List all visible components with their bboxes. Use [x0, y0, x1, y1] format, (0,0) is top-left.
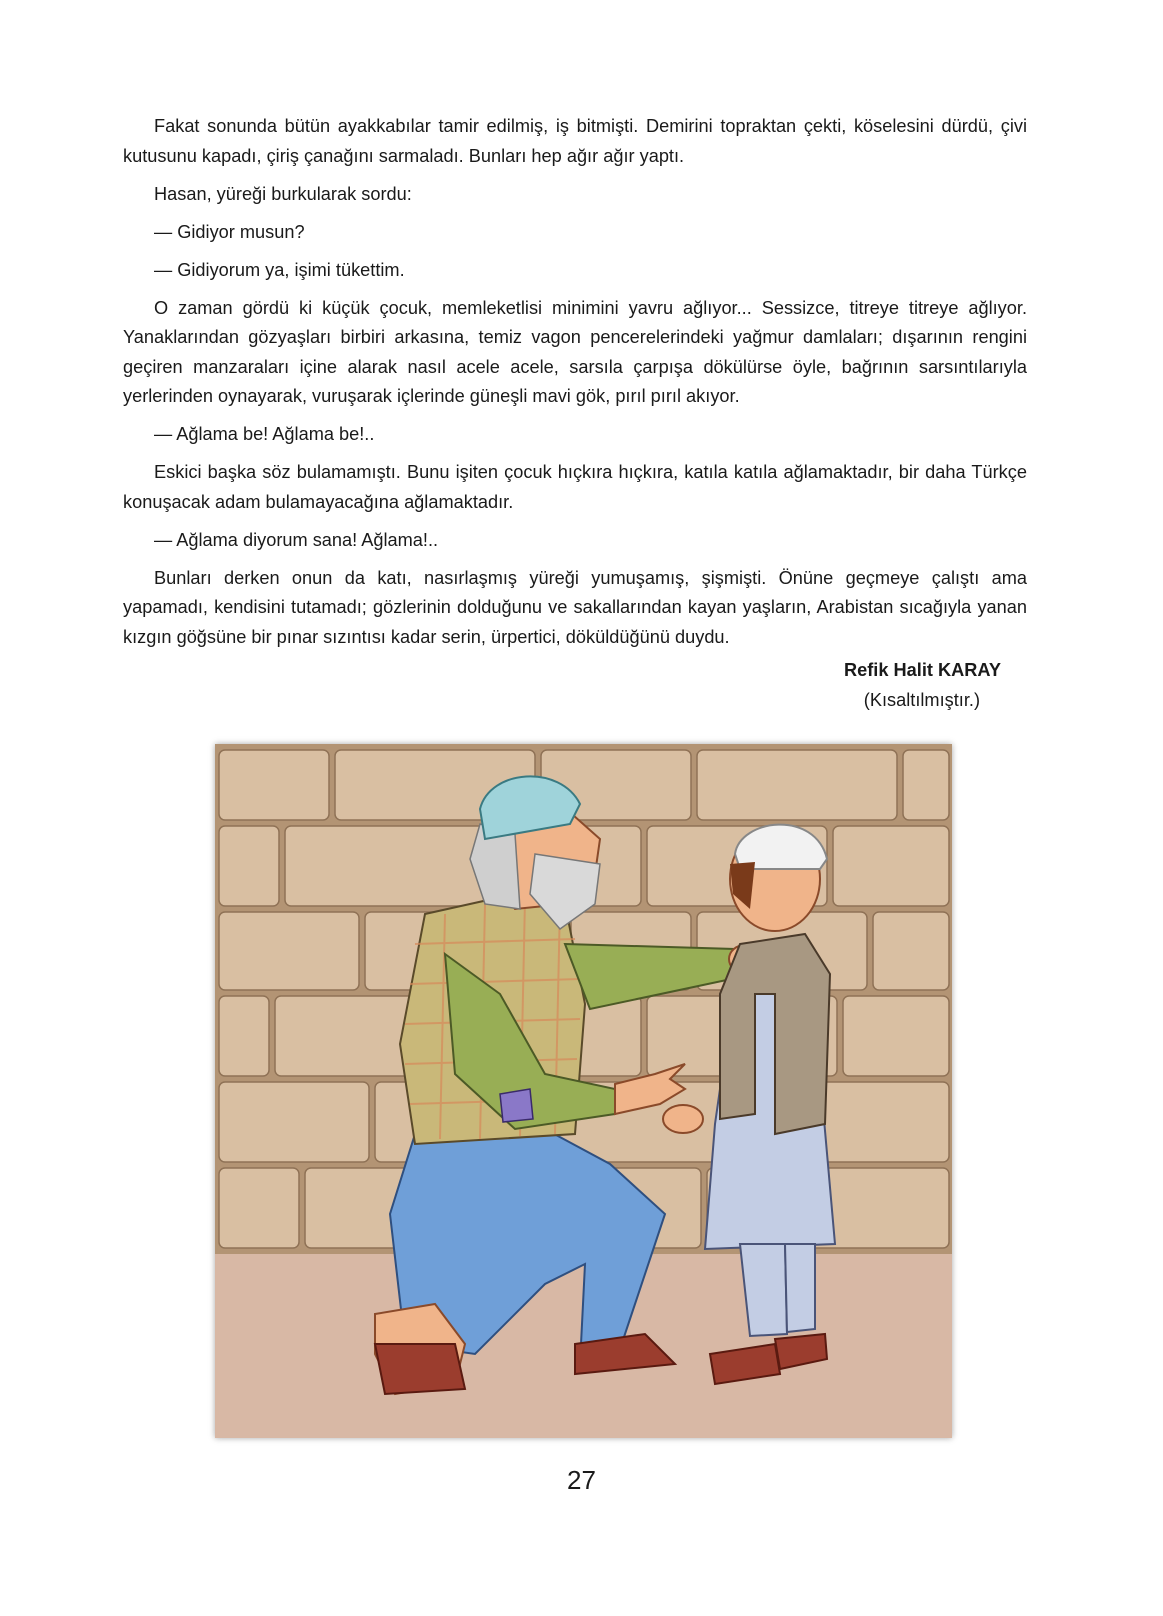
- paragraph: O zaman gördü ki küçük çocuk, memleketlisi minimini yavru ağlıyor... Sessizce, titreye titreye ağlıyor. Yanaklarından gözyaşları birbiri arkasına, temiz vagon pencerelerindeki yağmur damlaları; dışarının rengini geçiren manzaraları içine alarak nasıl acele acele, sarsıla çarpışa dökülürse öyle, bağrının sarsıntılarıyla yerlerinden oynayarak, vuruşarak içlerinde güneşli mavi gök, pırıl pırıl akıyor.: [123, 297, 1027, 406]
- paragraph: — Ağlama diyorum sana! Ağlama!..: [154, 529, 439, 550]
- illustration-svg: [215, 744, 952, 1438]
- story-illustration: [215, 744, 952, 1438]
- paragraph: — Ağlama be! Ağlama be!..: [154, 424, 375, 444]
- page-number: 27: [567, 1465, 596, 1495]
- paragraph: Fakat sonunda bütün ayakkabılar tamir edilmiş, iş bitmişti. Demirini topraktan çekti, köselesini dürdü, çivi kutusunu kapadı, çiriş çanağını sarmaladı. Bunları hep ağır ağır yaptı.: [123, 116, 1027, 166]
- paragraph: Hasan, yüreği burkularak sordu:: [154, 183, 412, 204]
- paragraph: — Gidiyorum ya, işimi tükettim.: [154, 259, 405, 280]
- story-text: [123, 112, 1027, 661]
- author-name: Refik Halit KARAY: [844, 660, 1001, 680]
- paragraph: Eskici başka söz bulamamıştı. Bunu işiten çocuk hıçkıra hıçkıra, katıla katıla ağlamaktadır, bir daha Türkçe konuşacak adam bulamayacağına ağlamaktadır.: [123, 462, 1027, 512]
- paragraph: — Gidiyor musun?: [154, 221, 305, 242]
- author-attribution: [844, 655, 1001, 715]
- paragraph: Bunları derken onun da katı, nasırlaşmış yüreği yumuşamış, şişmişti. Önüne geçmeye çalıştı ama yapamadı, kendisini tutamadı; gözlerinin dolduğunu ve sakallarından kayan yaşların, Arabistan sıcağıyla yanan kızgın göğsüne bir pınar sızıntısı kadar serin, ürpertici, döküldüğünü duydu.: [123, 567, 1027, 647]
- abridged-note: (Kısaltılmıştır.): [863, 690, 980, 710]
